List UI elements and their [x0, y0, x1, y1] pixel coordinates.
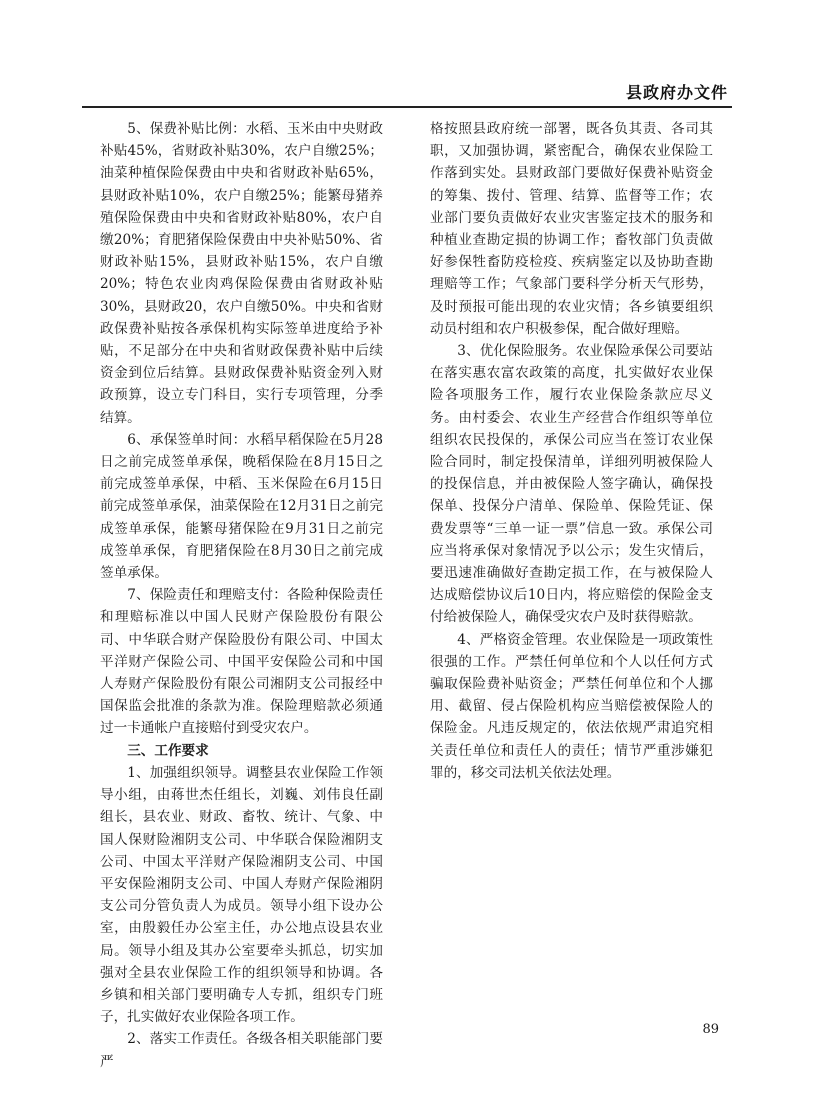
paragraph-liability-claims: 7、保险责任和理赔支付：各险种保险责任和理赔标准以中国人民财产保险股份有限公司、中华联合财产保险股份有限公司、中国太平洋财产保险公司、中国平安保险公司和中国人寿财产保险股份有限公司湘阴支公司报经中国保监会批准的条款为准。保险理赔款必须通过一卡通帐户直接赔付到受灾农户。 [100, 587, 383, 737]
paragraph-responsibility-continued: 格按照县政府统一部署，既各负其责、各司其职，又加强协调，紧密配合，确保农业保险工作落到实处。县财政部门要做好保费补贴资金的筹集、拨付、管理、结算、监督等工作；农业部门要负责做好农业灾害鉴定技术的服务和种植业查勘定损的协调工作；畜牧部门负责做好参保牲畜防疫检疫、疾病鉴定以及协助查勘理赔等工作；气象部门要科学分析天气形势，及时预报可能出现的农业灾情；各乡镇要组织动员村组和农户积极参保，配合做好理赔。 [430, 121, 713, 337]
right-column [430, 118, 713, 784]
header-rule [82, 106, 732, 108]
section-heading-work-requirements: 三、工作要求 [127, 742, 209, 759]
left-column [100, 118, 383, 1073]
paragraph-subsidy-ratio: 5、保费补贴比例：水稻、玉米由中央财政补贴45%，省财政补贴30%，农户自缴25%；油菜种植保险保费由中央和省财政补贴65%，县财政补贴10%，农户自缴25%；能繁母猪养殖保险保费由中央和省财政补贴80%，农户自缴20%；育肥猪保险保费由中央补贴50%、省财政补贴15%，县财政补贴15%，农户自缴20%；特色农业肉鸡保险保费由省财政补贴30%，县财政20，农户自缴50%。中央和省财政保费补贴按各承保机构实际签单进度给予补贴，不足部分在中央和省财政保费补贴中后续资金到位后结算。县财政保费补贴资金列入财政预算，设立专门科目，实行专项管理，分季结算。 [100, 121, 383, 426]
page-number: 89 [702, 1022, 719, 1037]
paragraph-fund-management: 4、严格资金管理。农业保险是一项政策性很强的工作。严禁任何单位和个人以任何方式骗取保险费补贴资金；严禁任何单位和个人挪用、截留、侵占保险机构应当赔偿被保险人的保险金。凡违反规定的，依法依规严肃追究相关责任单位和责任人的责任；情节严重涉嫌犯罪的，移交司法机关依法处理。 [430, 631, 713, 781]
paragraph-responsibility-start: 2、落实工作责任。各级各相关职能部门要严 [100, 1031, 383, 1070]
paragraph-optimize-service: 3、优化保险服务。农业保险承保公司要站在落实惠农富农政策的高度，扎实做好农业保险各项服务工作，履行农业保险条款应尽义务。由村委会、农业生产经营合作组织等单位组织农民投保的，承保公司应当在签订农业保险合同时，制定投保清单，详细列明被保险人的投保信息，并由被保险人签字确认，确保投保单、投保分户清单、保险单、保险凭证、保费发票等“三单一证一票”信息一致。承保公司应当将承保对象情况予以公示；发生灾情后，要迅速准确做好查勘定损工作，在与被保险人达成赔偿协议后10日内，将应赔偿的保险金支付给被保险人，确保受灾农户及时获得赔款。 [430, 343, 713, 626]
page-header-title: 县政府办文件 [625, 83, 728, 102]
paragraph-organization-leadership: 1、加强组织领导。调整县农业保险工作领导小组，由蒋世杰任组长，刘巍、刘伟良任副组长，县农业、财政、畜牧、统计、气象、中国人保财险湘阴支公司、中华联合保险湘阴支公司、中国太平洋财产保险湘阴支公司、中国平安保险湘阴支公司、中国人寿财产保险湘阴支公司分管负责人为成员。领导小组下设办公室，由殷毅任办公室主任，办公地点设县农业局。领导小组及其办公室要牵头抓总，切实加强对全县农业保险工作的组织领导和协调。各乡镇和相关部门要明确专人专抓，组织专门班子，扎实做好农业保险各项工作。 [100, 764, 383, 1026]
paragraph-signing-time: 6、承保签单时间：水稻早稻保险在5月28日之前完成签单承保，晚稻保险在8月15日之前完成签单承保，中稻、玉米保险在6月15日前完成签单承保，油菜保险在12月31日之前完成签单承保，能繁母猪保险在9月31日之前完成签单承保，育肥猪保险在8月30日之前完成签单承保。 [100, 431, 383, 582]
